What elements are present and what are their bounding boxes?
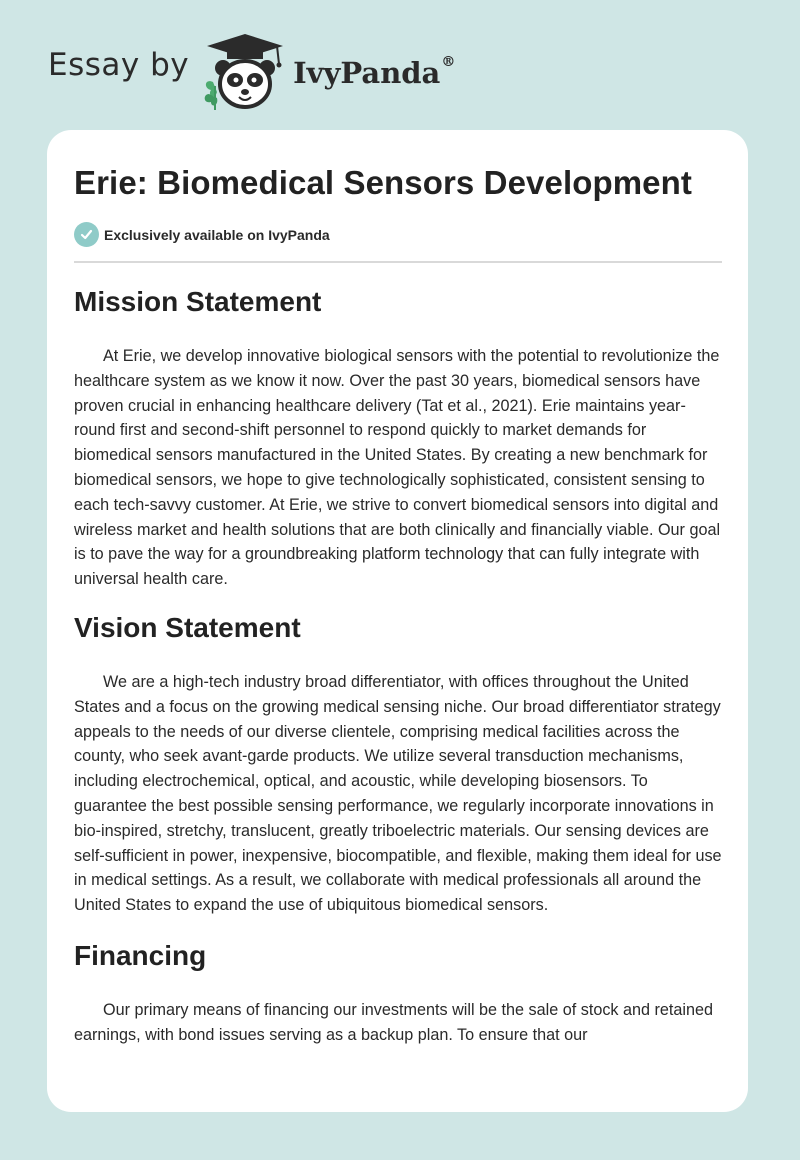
section-mission	[74, 275, 722, 592]
section-heading: Mission Statement	[74, 286, 322, 317]
document-card	[47, 130, 748, 1112]
badge-label: Exclusively available on IvyPanda	[104, 226, 330, 243]
section-financing	[74, 929, 722, 1048]
document-body	[74, 275, 722, 1048]
registered-mark: ®	[441, 54, 456, 70]
section-paragraph: We are a high-tech industry broad differentiator, with offices throughout the United States and a focus on the growing medical sensing niche. Our broad differentiator strategy appeals to the needs of our diverse clientele, comprising medical facilities across the county, who seek avant-garde products. We utilize several transduction mechanisms, including electrochemical, optical, and acoustic, while developing biosensors. To guarantee the best possible sensing performance, we regularly incorporate innovations in bio-inspired, stretchy, translucent, greatly triboelectric materials. Our sensing devices are self-sufficient in power, inexpensive, biocompatible, and flexible, making them ideal for use in medical settings. As a result, we collaborate with medical professionals all around the United States to expand the use of ubiquitous biomedical sensors.	[74, 672, 722, 915]
section-vision	[74, 601, 722, 918]
essay-by-label: Essay by	[48, 47, 190, 83]
section-heading: Financing	[74, 939, 207, 971]
section-paragraph: Our primary means of financing our investments will be the sale of stock and retained earnings, with bond issues serving as a backup plan. To ensure that our	[74, 1000, 714, 1044]
title-divider	[74, 261, 722, 263]
document-title: Erie: Biomedical Sensors Development	[74, 164, 692, 201]
section-heading: Vision Statement	[74, 611, 301, 643]
panda-logo-icon[interactable]	[199, 32, 291, 112]
check-circle-icon	[74, 222, 99, 247]
site-header	[48, 32, 455, 112]
section-paragraph: At Erie, we develop innovative biological sensors with the potential to revolutionize the healthcare system as we know it now. Over the past 30 years, biomedical sensors have proven crucial in enhancing healthcare delivery (Tat et al., 2021). Erie maintains year-round first and second-shift personnel to respond quickly to market demands for biomedical sensors manufactured in the United States. By creating a new benchmark for biomedical sensors, we hope to give technologically sophisticated, consistent sensing to each tech-savvy customer. At Erie, we strive to convert biomedical sensors into digital and wireless market and health solutions that are both clinically and financially viable. Our goal is to pave the way for a groundbreaking platform technology that can fully integrate with universal health care.	[74, 347, 721, 589]
exclusive-badge	[74, 222, 330, 247]
brand-name[interactable]: IvyPanda®	[293, 54, 456, 90]
